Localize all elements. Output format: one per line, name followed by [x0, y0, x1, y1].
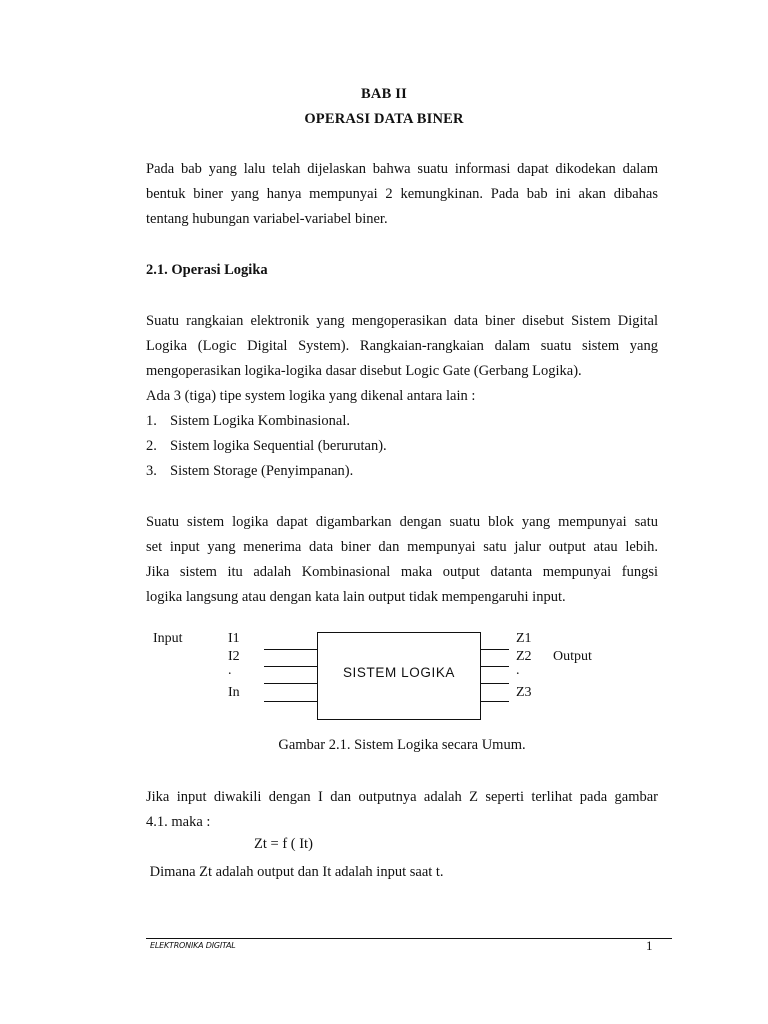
- output-terminal-label: Z1: [516, 631, 532, 646]
- output-line: [481, 701, 509, 702]
- text-line: Ada 3 (tiga) tipe system logika yang dikenal antara lain :: [146, 388, 476, 404]
- text-line: Logika (Logic Digital System). Rangkaian-rangkaian dalam suatu sistem yang: [146, 338, 658, 354]
- intro-paragraph: [146, 157, 658, 232]
- text-line: Jika input diwakili dengan I dan outputnya adalah Z seperti terlihat pada gambar: [146, 789, 658, 805]
- chapter-number: BAB II: [361, 86, 407, 102]
- list-text: Sistem logika Sequential (berurutan).: [170, 438, 387, 454]
- output-terminal-label: Z3: [516, 685, 532, 700]
- system-block-label: SISTEM LOGIKA: [342, 665, 456, 680]
- list-number: 2.: [146, 438, 157, 454]
- text-line: mengoperasikan logika-logika dasar disebut Logic Gate (Gerbang Logika).: [146, 363, 582, 379]
- chapter-title: OPERASI DATA BINER: [304, 111, 464, 127]
- text-line: Suatu sistem logika dapat digambarkan dengan suatu blok yang mempunyai satu: [146, 514, 658, 530]
- list-item: [146, 409, 387, 434]
- input-terminal-label: In: [228, 685, 240, 700]
- input-line: [264, 649, 317, 650]
- logic-types-list: [146, 409, 387, 484]
- paragraph-formula-explanation: Dimana Zt adalah output dan It adalah input saat t.: [146, 864, 444, 880]
- input-terminal-label: I2: [228, 649, 240, 664]
- output-label: Output: [553, 649, 592, 664]
- input-line: [264, 666, 317, 667]
- input-line: [264, 683, 317, 684]
- paragraph-logic-systems: [146, 309, 658, 409]
- list-text: Sistem Logika Kombinasional.: [170, 413, 351, 429]
- formula: Zt = f ( It): [254, 836, 313, 852]
- output-line: [481, 683, 509, 684]
- logic-system-diagram: [146, 628, 626, 724]
- input-terminal-label: I1: [228, 631, 240, 646]
- figure-caption: Gambar 2.1. Sistem Logika secara Umum.: [278, 737, 526, 753]
- output-terminal-label: Z2: [516, 649, 532, 664]
- text-line: bentuk biner yang hanya mempunyai 2 kemungkinan. Pada bab ini akan dibahas: [146, 186, 658, 202]
- text-line: Pada bab yang lalu telah dijelaskan bahwa suatu informasi dapat dikodekan dalam: [146, 161, 658, 177]
- input-label: Input: [153, 631, 183, 646]
- text-line: Suatu rangkaian elektronik yang mengoperasikan data biner disebut Sistem Digital: [146, 313, 658, 329]
- text-line: tentang hubungan variabel-variabel biner.: [146, 211, 388, 227]
- section-heading: 2.1. Operasi Logika: [146, 262, 268, 278]
- footer-course-title: ELEKTRONIKA DIGITAL: [150, 941, 236, 950]
- text-line: set input yang menerima data biner dan mempunyai satu jalur output atau lebih.: [146, 539, 658, 555]
- list-text: Sistem Storage (Penyimpanan).: [170, 463, 354, 479]
- output-terminal-label: .: [516, 663, 520, 678]
- paragraph-function-intro: [146, 785, 658, 835]
- output-line: [481, 649, 509, 650]
- list-number: 1.: [146, 413, 157, 429]
- footer-divider: [146, 938, 672, 939]
- input-line: [264, 701, 317, 702]
- output-line: [481, 666, 509, 667]
- input-terminal-label: .: [228, 663, 232, 678]
- list-item: [146, 434, 387, 459]
- list-number: 3.: [146, 463, 157, 479]
- list-item: [146, 459, 387, 484]
- text-line: Jika sistem itu adalah Kombinasional maka output datanta mempunyai fungsi: [146, 564, 658, 580]
- paragraph-block-description: [146, 510, 658, 610]
- page-number: 1: [646, 938, 653, 953]
- text-line: 4.1. maka :: [146, 814, 211, 830]
- text-line: logika langsung atau dengan kata lain output tidak mempengaruhi input.: [146, 589, 566, 605]
